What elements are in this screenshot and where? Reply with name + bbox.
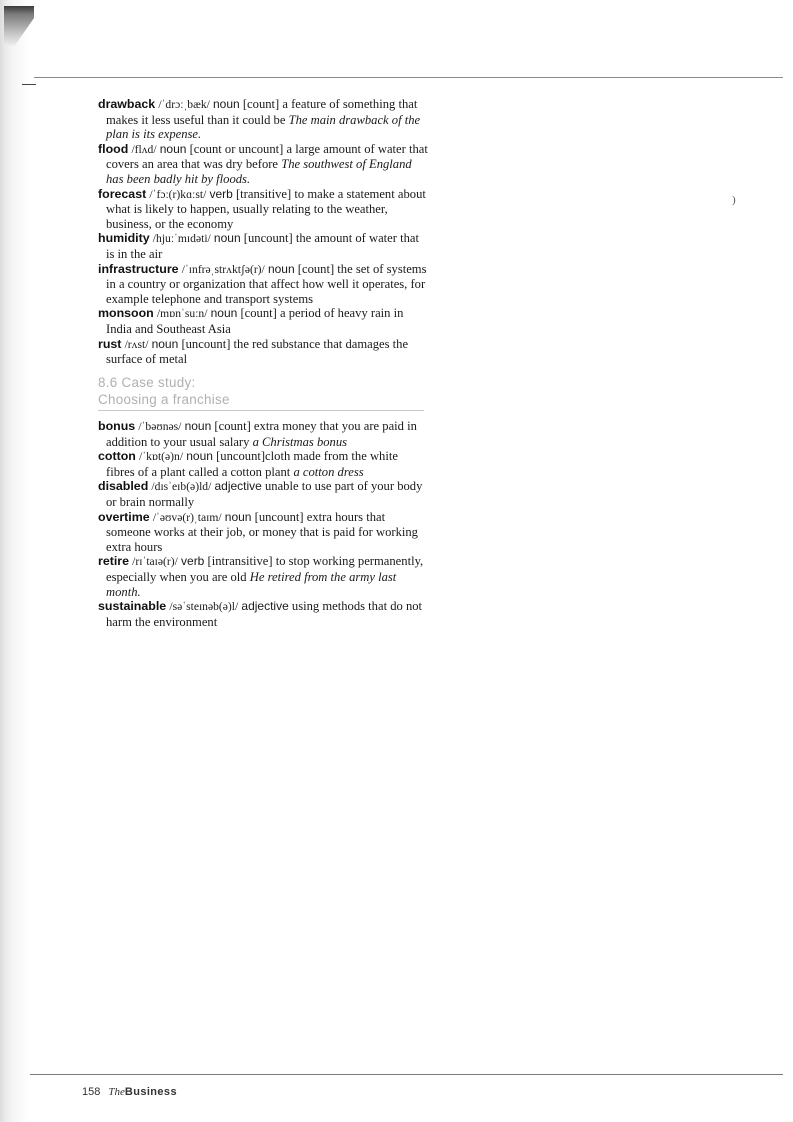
definition: [transitive] to make a statement about what is likely to happen, usually relating to the weather, business, or the economy <box>106 186 426 231</box>
stray-mark: ) <box>732 194 736 206</box>
headword: rust <box>98 336 122 351</box>
glossary-list-franchise <box>98 419 428 629</box>
part-of-speech: verb <box>209 186 233 201</box>
margin-tick <box>22 84 36 85</box>
definition: [count] the set of systems in a country or organization that affect how well it operates, for example telephone and transport systems <box>106 261 427 306</box>
part-of-speech: noun <box>184 419 212 433</box>
example: The main drawback of the plan is its expense. <box>106 112 421 142</box>
example: The southwest of England has been badly hit by floods. <box>106 157 412 186</box>
part-of-speech: noun <box>151 336 179 351</box>
glossary-entry <box>98 419 428 449</box>
pronunciation: /rʌst/ <box>124 337 149 351</box>
pronunciation: /ˈkɒt(ə)n/ <box>139 450 184 464</box>
part-of-speech: noun <box>186 449 213 464</box>
part-of-speech: verb <box>181 554 205 569</box>
part-of-speech: adjective <box>241 599 289 614</box>
part-of-speech: adjective <box>214 479 262 494</box>
glossary-entry <box>98 510 428 555</box>
headword: sustainable <box>98 599 167 614</box>
glossary-entry <box>98 479 428 509</box>
book-title-name: Business <box>124 1086 177 1098</box>
definition: [intransitive] to stop working permanently, especially when you are old <box>106 554 424 584</box>
glossary-entry <box>98 449 428 479</box>
definition: [count or uncount] a large amount of water that covers an area that was dry before <box>106 141 428 172</box>
pronunciation: /ˈfɔː(r)kɑːst/ <box>149 187 207 201</box>
definition: [uncount] the amount of water that is in the air <box>106 231 419 261</box>
definition: [count] a feature of something that makes it less useful than it could be <box>106 97 418 127</box>
book-title-the: The <box>108 1086 125 1098</box>
header-rule <box>34 77 783 78</box>
glossary-entry <box>98 337 428 367</box>
headword: infrastructure <box>98 261 179 276</box>
headword: overtime <box>98 509 150 524</box>
headword: monsoon <box>98 306 154 321</box>
definition: [uncount] the red substance that damages the surface of metal <box>106 336 409 367</box>
part-of-speech: noun <box>213 97 240 111</box>
example: He retired from the army last month. <box>106 569 397 599</box>
scan-binding-edge <box>0 0 34 1122</box>
headword: flood <box>98 141 129 156</box>
page-number: 158 <box>82 1086 101 1098</box>
headword: cotton <box>98 449 136 464</box>
part-of-speech: noun <box>224 509 252 524</box>
definition: [count] a period of heavy rain in India and Southeast Asia <box>106 306 404 336</box>
page-footer <box>82 1086 177 1098</box>
pronunciation: /ˈbəʊnəs/ <box>138 420 182 433</box>
glossary-entry <box>98 262 428 307</box>
headword: bonus <box>98 419 136 433</box>
glossary-entry <box>98 231 428 261</box>
pronunciation: /ˈəʊvə(r)ˌtaɪm/ <box>152 510 222 524</box>
pronunciation: /hjuːˈmɪdəti/ <box>152 232 211 246</box>
part-of-speech: noun <box>213 231 241 246</box>
section-rule <box>98 410 424 411</box>
section-number: 8.6 Case study: <box>98 375 196 390</box>
footer-rule <box>30 1074 783 1075</box>
definition: [uncount] extra hours that someone works at their job, or money that is paid for working extra hours <box>106 509 418 554</box>
glossary-entry <box>98 97 428 142</box>
glossary-entry <box>98 187 428 232</box>
section-heading <box>98 374 428 411</box>
section-title: Choosing a franchise <box>98 392 230 407</box>
headword: retire <box>98 554 129 569</box>
glossary-entry <box>98 554 428 599</box>
pronunciation: /rɪˈtaɪə(r)/ <box>132 555 178 569</box>
pronunciation: /dɪsˈeɪb(ə)ld/ <box>151 480 212 494</box>
pronunciation: /flʌd/ <box>131 142 157 156</box>
definition: [uncount]cloth made from the white fibres of a plant called a cotton plant <box>106 449 398 479</box>
headword: disabled <box>98 479 149 494</box>
definition: unable to use part of your body or brain normally <box>106 479 423 509</box>
headword: drawback <box>98 97 156 111</box>
example: a cotton dress <box>293 464 364 479</box>
pronunciation: /səˈsteɪnəb(ə)l/ <box>169 600 239 614</box>
part-of-speech: noun <box>267 261 295 276</box>
pronunciation: /ˈɪnfrəˌstrʌktʃə(r)/ <box>181 262 265 276</box>
part-of-speech: noun <box>159 141 187 156</box>
definition: using methods that do not harm the environment <box>106 599 423 629</box>
headword: forecast <box>98 186 147 201</box>
glossary-list-weather <box>98 97 428 367</box>
pronunciation: /mɒnˈsuːn/ <box>156 307 208 321</box>
part-of-speech: noun <box>210 306 238 321</box>
glossary-entry <box>98 599 428 629</box>
definition: [count] extra money that you are paid in addition to your usual salary <box>106 419 417 449</box>
example: a Christmas bonus <box>252 434 348 449</box>
glossary-entry <box>98 142 428 187</box>
headword: humidity <box>98 231 150 246</box>
glossary-entry <box>98 306 428 336</box>
pronunciation: /ˈdrɔːˌbæk/ <box>158 98 210 111</box>
